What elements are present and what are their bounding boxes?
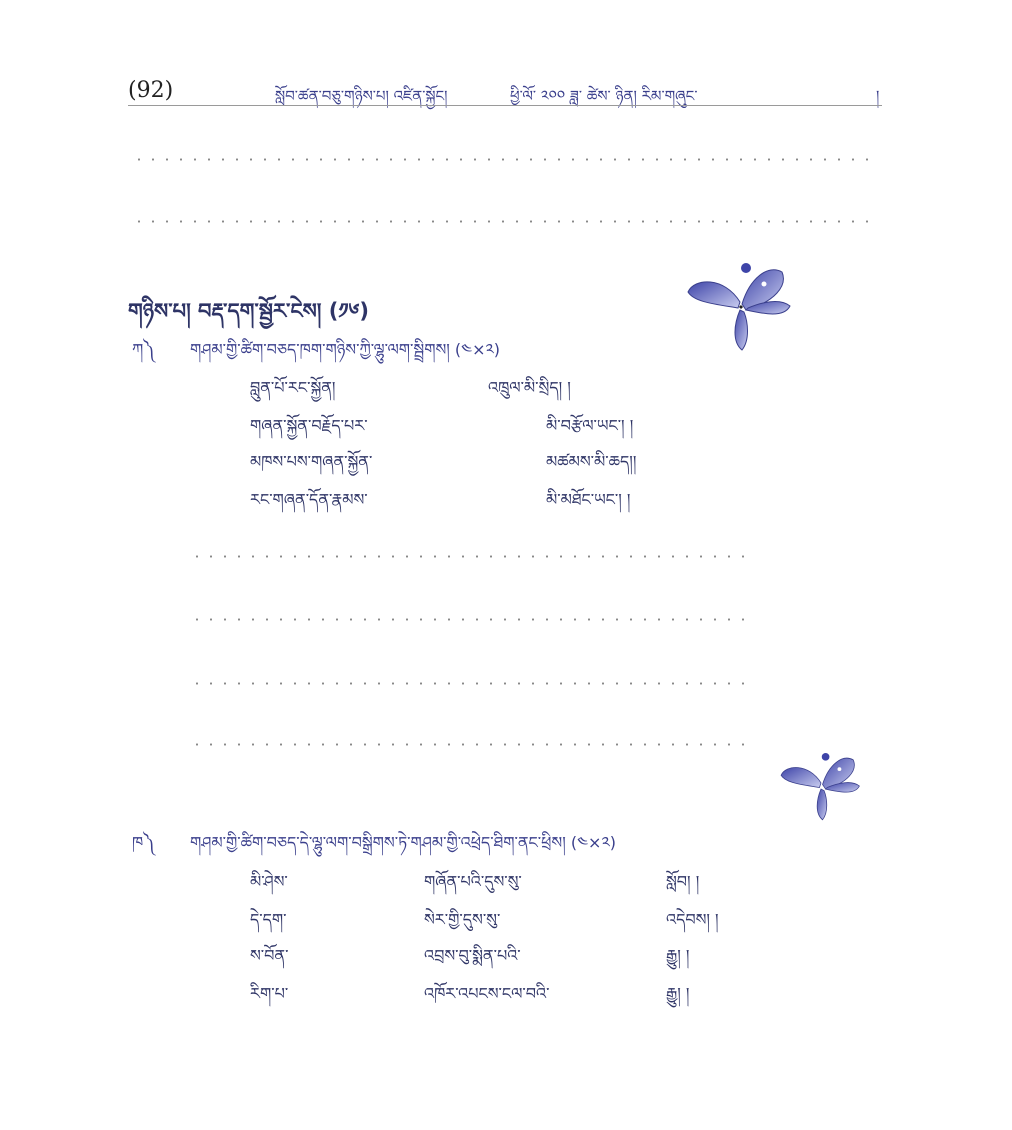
- question-ka-label: ཀ༽: [132, 340, 155, 359]
- table-cell: འདེབས། །: [666, 910, 719, 929]
- running-title: སློབ་ཚན་བཅུ་གཉིས་པ། འཛིན་སྐྱོང།: [275, 87, 448, 105]
- answer-line[interactable]: [190, 618, 756, 621]
- butterfly-icon: [684, 258, 796, 354]
- section-heading: གཉིས་པ། བརྡ་དག་སྦྱོར་ངེས། (༡༦): [128, 299, 369, 323]
- table-cell: རྒྱུ། །: [666, 984, 690, 1003]
- header-divider: [128, 105, 882, 106]
- verse-right: མཚམས་མི་ཆད།།: [546, 452, 637, 471]
- answer-line[interactable]: [132, 158, 876, 161]
- table-cell: གཞོན་པའི་དུས་སུ་: [424, 872, 522, 891]
- verse-right: མི་མཐོང་ཡང་། །: [546, 490, 631, 509]
- verse-right: འཁྲུལ་མི་སྲིད། །: [488, 378, 571, 397]
- table-cell: འཁོར་འཔངས་ངལ་བའི་: [424, 984, 550, 1003]
- butterfly-icon: [778, 748, 864, 824]
- header-shad: །: [876, 87, 880, 105]
- verse-left: གཞན་སྐྱོན་བརྗོད་པར་: [250, 416, 368, 435]
- answer-line[interactable]: [190, 555, 756, 558]
- answer-line[interactable]: [190, 743, 756, 746]
- verse-right: མི་བརྩོལ་ཡང་། །: [546, 416, 634, 435]
- verse-left: རང་གཞན་དོན་རྣམས་: [250, 490, 368, 509]
- verse-left: མཁས་པས་གཞན་སྐྱོན་: [250, 452, 373, 471]
- table-cell: ས་བོན་: [250, 946, 289, 965]
- date-fields: ཕྱི་ལོ་ ༢༠༠ ཟླ་ ཚེས་ ཉིན། རིམ་གཞུང་: [510, 87, 698, 105]
- table-cell: དེ་དག་: [250, 910, 287, 929]
- table-cell: རྒྱུ། །: [666, 946, 690, 965]
- table-cell: སློབ། །: [666, 872, 700, 891]
- table-cell: མི་ཤེས་: [250, 872, 288, 891]
- table-cell: སེར་གྱི་དུས་སུ་: [424, 910, 501, 929]
- table-cell: འབྲས་བུ་སྨིན་པའི་: [424, 946, 521, 965]
- page-number: (92): [128, 78, 174, 103]
- table-cell: རིག་པ་: [250, 984, 289, 1003]
- question-ka-text: གཤམ་གྱི་ཚིག་བཅད་ཁག་གཉིས་ཀྱི་ལྷུ་ལག་སྦྲིགས། (༤×༢): [190, 340, 501, 359]
- answer-line[interactable]: [190, 682, 756, 685]
- answer-line[interactable]: [132, 220, 876, 223]
- question-kha-label: ཁ༽: [132, 833, 155, 852]
- question-kha-text: གཤམ་གྱི་ཚིག་བཅད་དེ་ལྷུ་ལག་བསྒྲིགས་ཏེ་གཤམ་གྱི་འཕྲེད་ཐིག་ནང་ཕྲིས། (༤×༢): [190, 833, 616, 852]
- verse-left: བླུན་པོ་རང་སྐྱོན།: [250, 378, 336, 397]
